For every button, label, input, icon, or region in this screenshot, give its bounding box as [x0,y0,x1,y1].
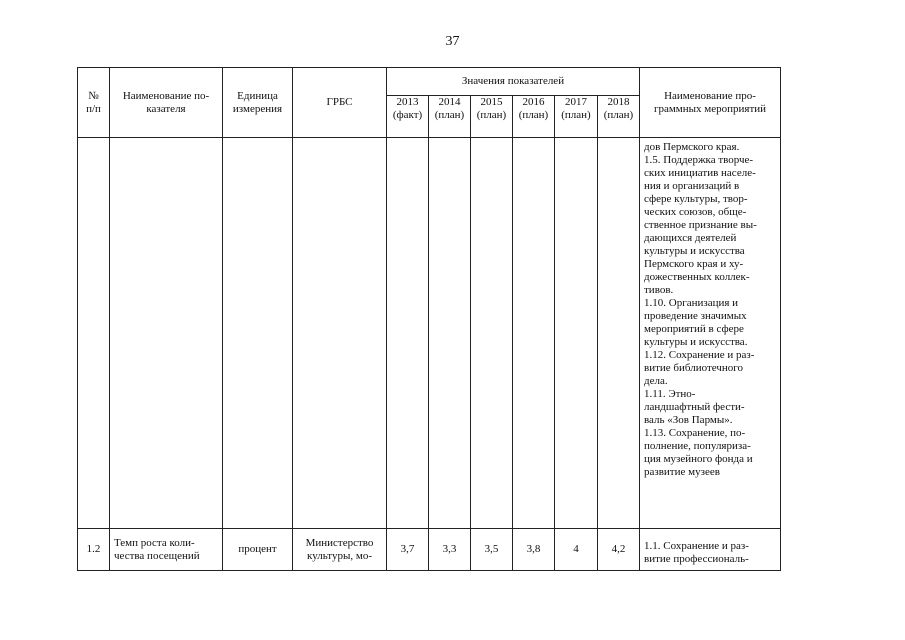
cont-value-2017 [555,138,598,529]
header-row-1 [78,68,781,96]
row-grbs: Министерство культуры, мо- [293,529,387,571]
measures-line: культуры и искусства [644,245,745,257]
measures-line: тивов. [644,284,674,296]
measures-line: ческих союзов, обще- [644,206,747,218]
header-year-2013: 2013 (факт) [387,96,429,138]
continuation-measures-cell [640,138,781,529]
header-year-2016: 2016 (план) [513,96,555,138]
header-num: № п/п [78,68,110,138]
measures-line: 1.10. Организация и [644,297,739,309]
cont-num-cell [78,138,110,529]
page-number: 37 [445,34,460,49]
measures-line: полнение, популяриза- [644,440,751,452]
measures-line: ландшафтный фести- [644,401,745,413]
header-year-2014: 2014 (план) [429,96,471,138]
measures-line: дожественных коллек- [644,271,750,283]
row-value-2013: 3,7 [387,529,429,571]
header-year-2015: 2015 (план) [471,96,513,138]
table-row-1-2 [78,529,781,571]
measures-line: дов Пермского края. [644,141,740,153]
header-year-2017: 2017 (план) [555,96,598,138]
header-unit: Единица измерения [223,68,293,138]
cont-unit-cell [223,138,293,529]
measures-line: 1.13. Сохранение, по- [644,427,746,439]
row-value-2017: 4 [555,529,598,571]
cont-grbs-cell [293,138,387,529]
indicators-table [77,67,781,571]
cont-value-2014 [429,138,471,529]
measures-line: мероприятий в сфере [644,323,744,335]
row-num: 1.2 [78,529,110,571]
measures-line: Пермского края и ху- [644,258,744,270]
measures-line: 1.12. Сохранение и раз- [644,349,755,361]
cont-name-cell [110,138,223,529]
measures-line: 1.5. Поддержка творче- [644,154,754,166]
cont-value-2018 [598,138,640,529]
header-indicator-name: Наименование по- казателя [110,68,223,138]
measures-line: дела. [644,375,668,387]
row-indicator-name: Темп роста коли- чества посещений [110,529,223,571]
row-unit: процент [223,529,293,571]
measures-line: ственное признание вы- [644,219,757,231]
measures-line: 1.11. Этно- [644,388,696,400]
measures-line: культуры и искусства. [644,336,748,348]
measures-line: развитие музеев [644,466,720,478]
measures-line: ния и организаций в [644,180,740,192]
continuation-row [78,138,781,529]
row-program-measures: 1.1. Сохранение и раз- витие профессиональ- [640,529,781,571]
measures-line: валь «Зов Пармы». [644,414,733,426]
header-year-2018: 2018 (план) [598,96,640,138]
measures-line: дающихся деятелей [644,232,737,244]
measures-line: сфере культуры, твор- [644,193,748,205]
header-program-measures: Наименование про- граммных мероприятий [640,68,781,138]
measures-line: проведение значимых [644,310,747,322]
header-values-group: Значения показателей [387,68,640,96]
cont-value-2015 [471,138,513,529]
measures-line: ских инициатив населе- [644,167,756,179]
cont-value-2013 [387,138,429,529]
row-value-2016: 3,8 [513,529,555,571]
measures-line: витие библиотечного [644,362,744,374]
header-grbs: ГРБС [293,68,387,138]
measures-line: ция музейного фонда и [644,453,753,465]
cont-value-2016 [513,138,555,529]
row-value-2018: 4,2 [598,529,640,571]
row-value-2014: 3,3 [429,529,471,571]
row-value-2015: 3,5 [471,529,513,571]
